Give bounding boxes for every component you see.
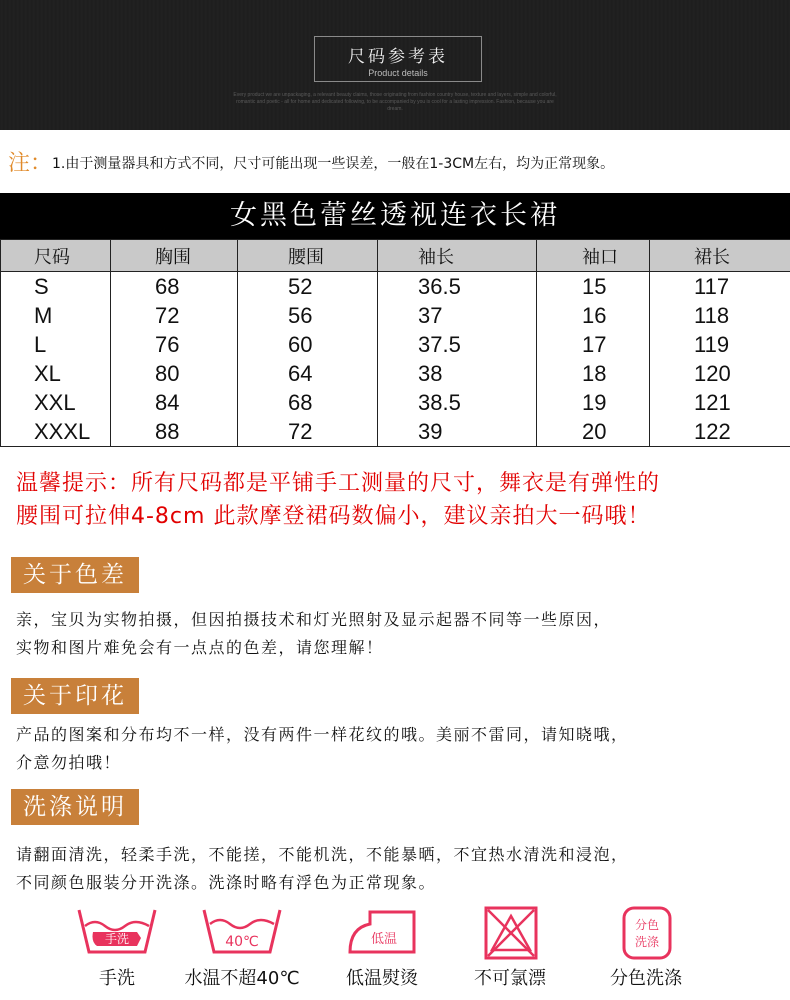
section-line: 请翻面清洗，轻柔手洗，不能搓，不能机洗，不能暴晒，不宜热水清洗和浸泡， xyxy=(16,845,629,864)
care-item-separate-wash xyxy=(596,906,696,990)
low-iron-icon-text: 低温 xyxy=(370,932,398,947)
measurement-cell: 68 xyxy=(111,272,238,302)
measurement-cell: 72 xyxy=(238,417,378,447)
low-iron-icon xyxy=(340,906,424,962)
table-row xyxy=(1,301,790,330)
section-line: 介意勿拍哦！ xyxy=(16,753,122,772)
hand-wash-icon-text: 手洗 xyxy=(104,932,130,946)
measurement-cell: 37 xyxy=(378,301,537,330)
size-table-header-row xyxy=(1,240,790,272)
measurement-cell: 68 xyxy=(238,388,378,417)
water-temp-icon xyxy=(200,906,284,962)
column-header: 尺码 xyxy=(1,240,111,272)
measurement-cell: 56 xyxy=(238,301,378,330)
measurement-cell: 76 xyxy=(111,330,238,359)
measurement-cell: 121 xyxy=(650,388,790,417)
table-row xyxy=(1,359,790,388)
banner-title-box xyxy=(314,36,482,82)
care-caption: 水温不超40℃ xyxy=(184,968,300,989)
size-cell: XL xyxy=(1,359,111,388)
column-header: 裙长 xyxy=(650,240,790,272)
header-banner xyxy=(0,0,790,130)
care-item-low-iron xyxy=(332,906,432,990)
section-line: 亲，宝贝为实物拍摄，但因拍摄技术和灯光照射及显示起器不同等一些原因， xyxy=(16,610,612,629)
note-text: 1.由于测量器具和方式不同，尺寸可能出现一些误差，一般在1-3CM左右，均为正常现象。 xyxy=(52,156,615,172)
water-temp-icon-text: 40℃ xyxy=(225,934,259,950)
separate-wash-icon-text-2: 洗涤 xyxy=(634,935,660,949)
measurement-cell: 118 xyxy=(650,301,790,330)
measurement-cell: 39 xyxy=(378,417,537,447)
measurement-cell: 37.5 xyxy=(378,330,537,359)
care-item-hand-wash xyxy=(67,906,167,990)
tip-line-1: 温馨提示：所有尺码都是平铺手工测量的尺寸，舞衣是有弹性的 xyxy=(16,471,661,496)
measurement-cell: 88 xyxy=(111,417,238,447)
measurement-cell: 16 xyxy=(537,301,650,330)
banner-subtitle: Product details xyxy=(368,68,428,78)
note-head: 注： xyxy=(8,151,53,176)
section-label-print: 关于印花 xyxy=(11,678,139,714)
section-text-wash xyxy=(16,841,786,897)
column-header: 袖口 xyxy=(537,240,650,272)
measurement-note xyxy=(8,146,614,177)
measurement-cell: 117 xyxy=(650,272,790,302)
size-cell: M xyxy=(1,301,111,330)
no-bleach-icon xyxy=(468,906,552,962)
section-line: 不同颜色服装分开洗涤。洗涤时略有浮色为正常现象。 xyxy=(16,873,437,892)
measurement-cell: 64 xyxy=(238,359,378,388)
section-text-print xyxy=(16,721,786,777)
size-cell: XXL xyxy=(1,388,111,417)
section-text-color xyxy=(16,606,786,662)
size-table xyxy=(0,239,790,447)
banner-title: 尺码参考表 xyxy=(348,47,448,67)
measurement-cell: 72 xyxy=(111,301,238,330)
section-line: 实物和图片难免会有一点点的色差，请您理解！ xyxy=(16,638,384,657)
table-row xyxy=(1,417,790,447)
section-label-color: 关于色差 xyxy=(11,557,139,593)
measurement-cell: 19 xyxy=(537,388,650,417)
section-label-wash: 洗涤说明 xyxy=(11,789,139,825)
measurement-cell: 38 xyxy=(378,359,537,388)
measurement-cell: 18 xyxy=(537,359,650,388)
measurement-cell: 122 xyxy=(650,417,790,447)
table-row xyxy=(1,330,790,359)
measurement-cell: 36.5 xyxy=(378,272,537,302)
measurement-cell: 80 xyxy=(111,359,238,388)
column-header: 袖长 xyxy=(378,240,537,272)
care-item-no-bleach xyxy=(460,906,560,990)
care-caption: 手洗 xyxy=(99,968,135,989)
size-cell: L xyxy=(1,330,111,359)
size-table-title: 女黑色蕾丝透视连衣长裙 xyxy=(0,193,790,239)
measurement-cell: 20 xyxy=(537,417,650,447)
care-caption: 不可氯漂 xyxy=(474,968,546,989)
separate-wash-icon xyxy=(604,906,688,962)
size-cell: XXXL xyxy=(1,417,111,447)
table-row xyxy=(1,388,790,417)
measurement-cell: 120 xyxy=(650,359,790,388)
banner-fine-print: Every product we are unpackaging, a relevant beauty claims, those originating from fashion country house, texture and layers, simple and colorful, romantic and poetic - all for home and dedicated following, to be accompanied by you is cool for a lasting impression. Fashion, because you are dream. xyxy=(233,92,557,112)
care-caption: 分色洗涤 xyxy=(610,968,682,989)
section-line: 产品的图案和分布均不一样，没有两件一样花纹的哦。美丽不雷同，请知晓哦， xyxy=(16,725,629,744)
sizing-tip xyxy=(16,467,786,533)
size-cell: S xyxy=(1,272,111,302)
measurement-cell: 38.5 xyxy=(378,388,537,417)
table-row xyxy=(1,272,790,302)
tip-line-2: 腰围可拉伸4-8cm 此款摩登裙码数偏小，建议亲拍大一码哦！ xyxy=(16,504,651,529)
measurement-cell: 15 xyxy=(537,272,650,302)
measurement-cell: 119 xyxy=(650,330,790,359)
measurement-cell: 17 xyxy=(537,330,650,359)
care-item-water-temp xyxy=(180,906,304,990)
measurement-cell: 84 xyxy=(111,388,238,417)
hand-wash-icon xyxy=(75,906,159,962)
separate-wash-icon-text-1: 分色 xyxy=(634,918,660,932)
measurement-cell: 60 xyxy=(238,330,378,359)
care-caption: 低温熨烫 xyxy=(346,968,418,989)
column-header: 胸围 xyxy=(111,240,238,272)
column-header: 腰围 xyxy=(238,240,378,272)
measurement-cell: 52 xyxy=(238,272,378,302)
